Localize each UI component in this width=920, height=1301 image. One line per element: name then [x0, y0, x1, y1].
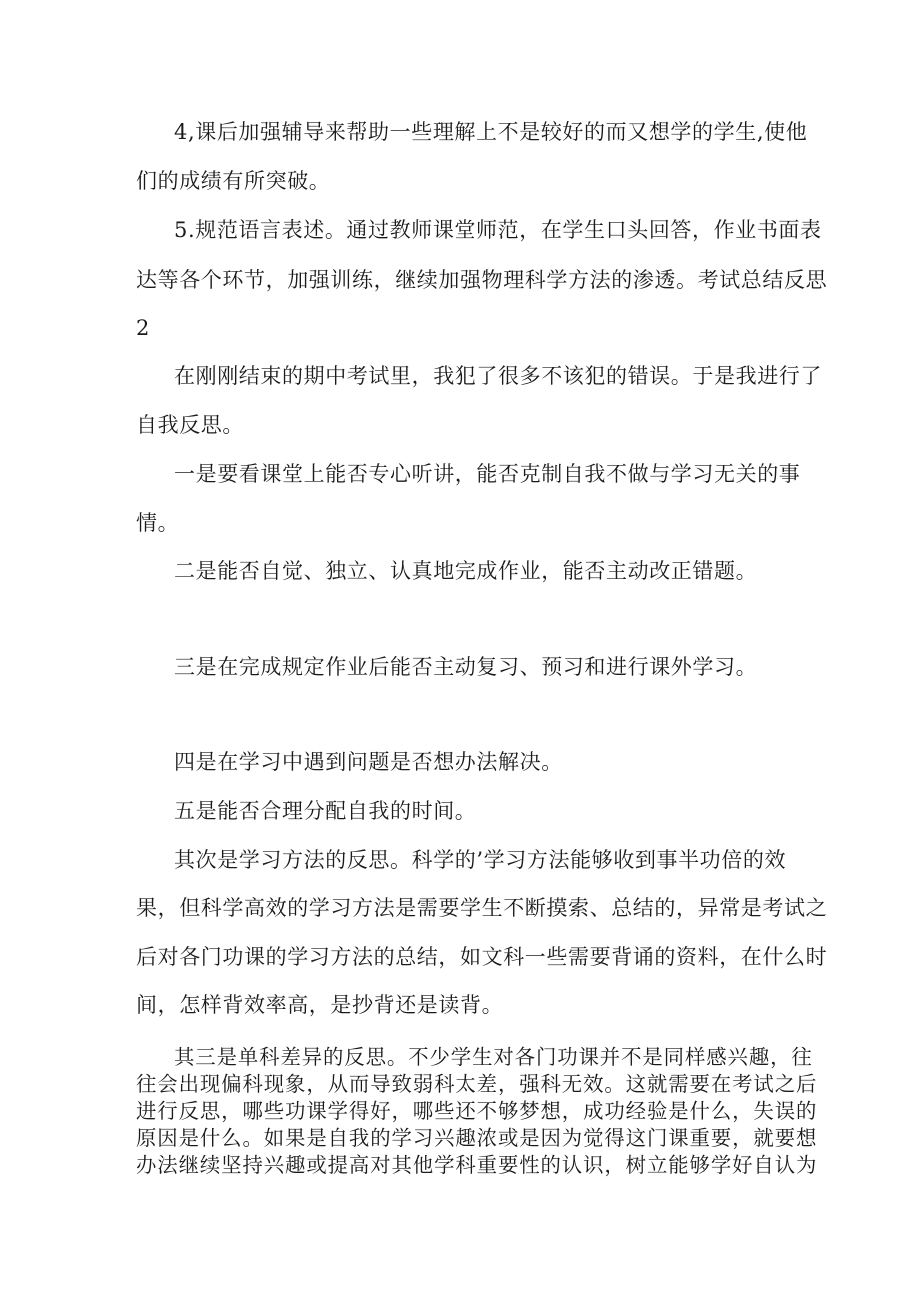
- text-line: 四是在学习中遇到问题是否想办法解决。: [174, 750, 563, 774]
- text-line: 其次是学习方法的反思。科学的’学习方法能够收到事半功倍的效: [174, 848, 787, 872]
- text-line: 2: [136, 316, 150, 340]
- text-line: 往会出现偏科现象，从而导致弱科太差，强科无效。这就需要在考试之后: [136, 1072, 818, 1096]
- text-line: 二是能否自觉、独立、认真地完成作业，能否主动改正错题。: [174, 559, 758, 583]
- text-line: 一是要看课堂上能否专心听讲，能否克制自我不做与学习无关的事: [174, 462, 801, 486]
- text-line: 5.规范语言表述。通过教师课堂师范，在学生口头回答，作业书面表: [174, 218, 822, 242]
- text-line: 果，但科学高效的学习方法是需要学生不断摸索、总结的，异常是考试之: [136, 896, 828, 920]
- text-line: 间，怎样背效率高，是抄背还是读背。: [136, 993, 504, 1017]
- text-line: 进行反思，哪些功课学得好，哪些还不够梦想，成功经验是什么，失误的: [136, 1099, 818, 1123]
- text-line: 4,课后加强辅导来帮助一些理解上不是较好的而又想学的学生,使他: [174, 120, 808, 144]
- text-line: 后对各门功课的学习方法的总结，如文科一些需要背诵的资料，在什么时: [136, 945, 828, 969]
- text-line: 自我反思。: [136, 413, 244, 437]
- text-line: 其三是单科差异的反思。不少学生对各门功课并不是同样感兴趣，往: [174, 1045, 813, 1069]
- text-line: 达等各个环节，加强训练，继续加强物理科学方法的渗透。考试总结反思: [136, 268, 828, 292]
- text-line: 办法继续坚持兴趣或提高对其他学科重要性的认识，树立能够学好自认为: [136, 1153, 818, 1177]
- text-line: 五是能否合理分配自我的时间。: [174, 799, 477, 823]
- text-line: 情。: [136, 511, 180, 535]
- text-line: 在刚刚结束的期中考试里，我犯了很多不该犯的错误。于是我进行了: [174, 364, 822, 388]
- text-line: 原因是什么。如果是自我的学习兴趣浓或是因为觉得这门课重要，就要想: [136, 1126, 818, 1150]
- text-line: 三是在完成规定作业后能否主动复习、预习和进行课外学习。: [174, 655, 758, 679]
- text-line: 们的成绩有所突破。: [136, 169, 331, 193]
